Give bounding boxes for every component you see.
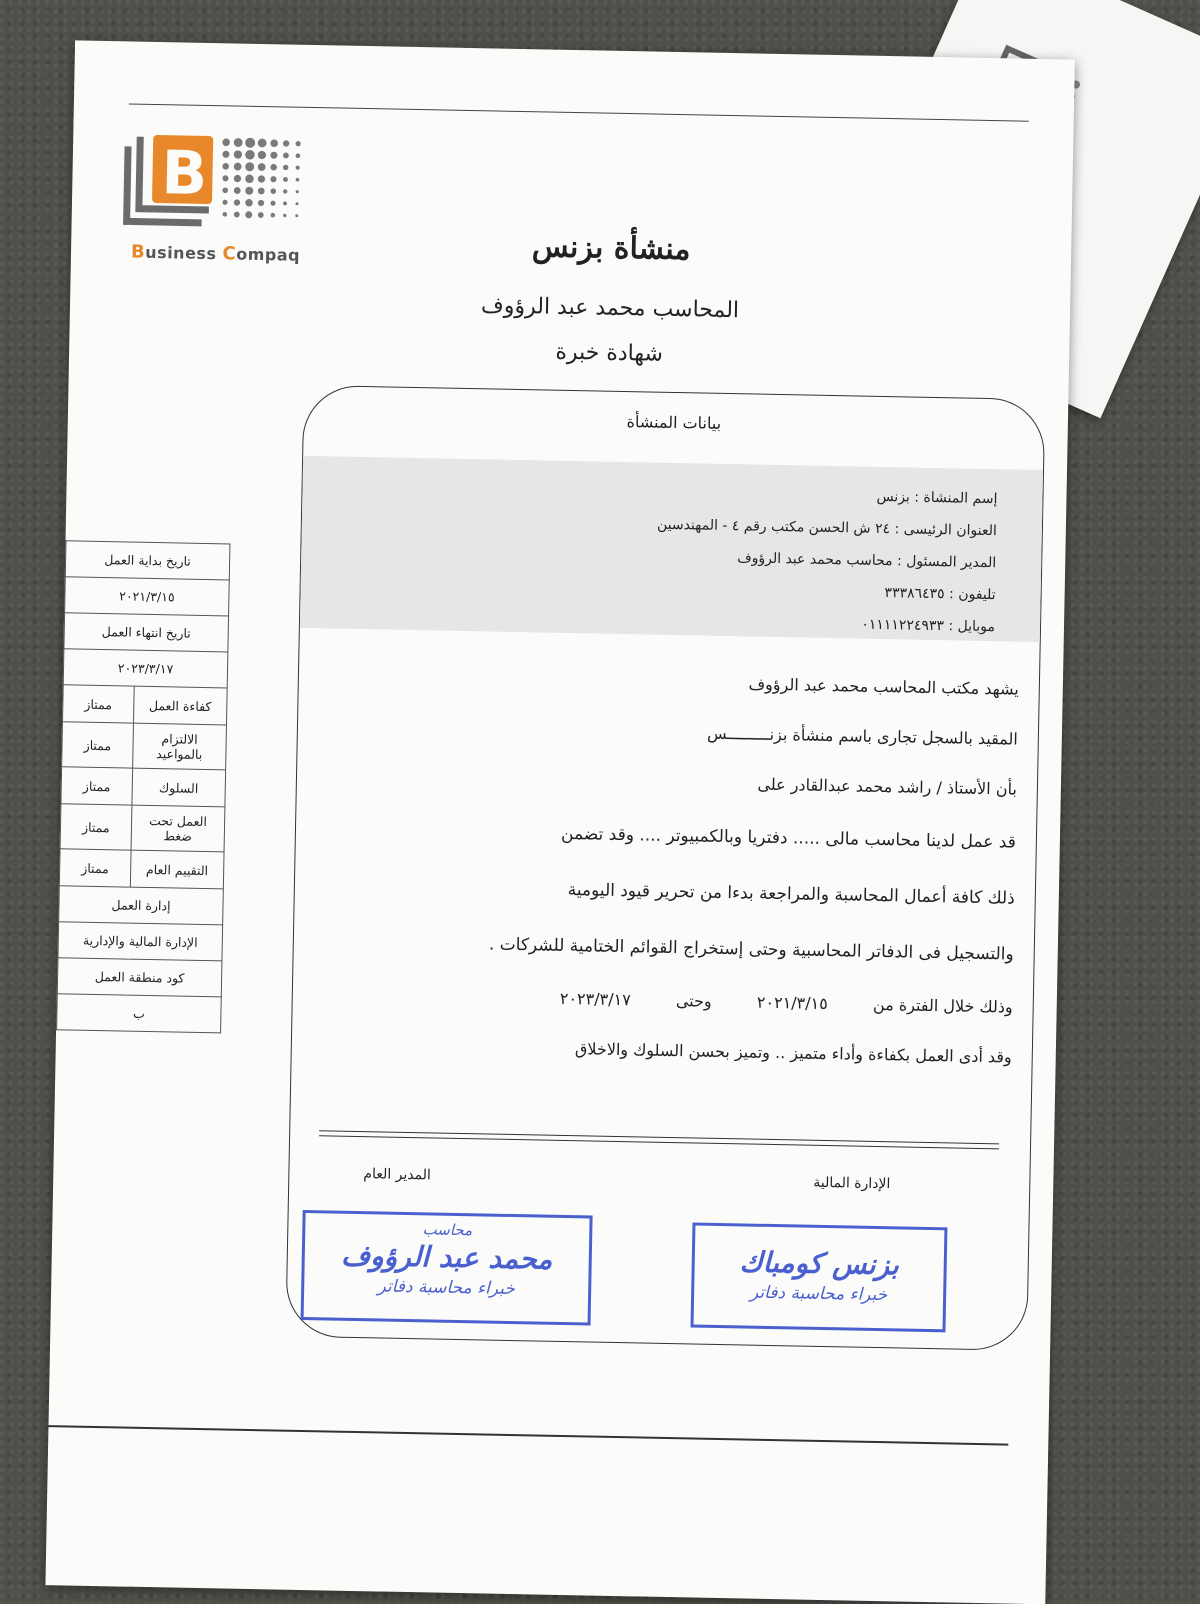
bottom-divider [48, 1425, 1008, 1445]
rating-value: ممتاز [63, 685, 134, 723]
accountant-name: المحاسب محمد عبد الرؤوف [480, 293, 740, 324]
entity-phone-row: تليفون : ٣٣٣٨٦٤٣٥ [884, 585, 996, 604]
body-line: المقيد بالسجل تجارى باسم منشأة بزنـــــــــس [706, 723, 1019, 749]
entity-name-row: إسم المنشاة : بزنس [876, 488, 998, 508]
certificate-body [311, 651, 1019, 1082]
end-date-label: تاريخ انتهاء العمل [64, 613, 229, 652]
company-logo-icon [116, 126, 318, 240]
body-line: قد عمل لدينا محاسب مالى ..... دفتريا وبالكمبيوتر .... وقد تضمن [560, 823, 1017, 853]
entity-mobile-row: موبايل : ٠١١١١٢٢٤٩٣٣ [861, 616, 996, 636]
entity-data-title: بيانات المنشأة [626, 412, 722, 433]
entity-address-row: العنوان الرئيسى : ٢٤ ش الحسن مكتب رقم ٤ - المهندسين [656, 516, 997, 540]
rating-value: ممتاز [61, 767, 132, 805]
company-stamp: بزنس كومباك خبراء محاسبة دفاتر [690, 1222, 947, 1332]
brand-word-2: Compaq [222, 243, 301, 265]
area-code-value: ب [57, 994, 222, 1033]
start-date-value: ٢٠٢١/٣/١٥ [65, 577, 230, 616]
accountant-stamp: محاسب محمد عبد الرؤوف خبراء محاسبة دفاتر [301, 1210, 593, 1326]
work-dept-label: إدارة العمل [59, 886, 224, 925]
rating-label: الالتزام بالمواعيد [132, 723, 226, 770]
employment-summary-table [56, 540, 230, 1033]
top-divider [129, 103, 1029, 121]
rating-label: العمل تحت ضغط [131, 805, 225, 852]
certificate-box [285, 385, 1045, 1351]
start-date-label: تاريخ بداية العمل [65, 541, 230, 580]
period-until-word: وحتى [675, 991, 712, 1011]
finance-dept-label: الإدارة المالية [813, 1174, 891, 1193]
body-line: وقد أدى العمل بكفاءة وأداء متميز .. وتميز بحسن السلوك والاخلاق [574, 1039, 1012, 1067]
body-line: والتسجيل فى الدفاتر المحاسبية وحتى إستخراج القوائم الختامية للشركات . [488, 934, 1014, 965]
brand-word-1: Business [130, 241, 223, 264]
svg-text:B: B [160, 138, 208, 209]
rating-label: التقييم العام [130, 850, 224, 889]
entity-info-panel [300, 456, 1043, 642]
body-line: بأن الأستاذ / راشد محمد عبدالقادر على [757, 774, 1018, 799]
rating-label: كفاءة العمل [133, 686, 227, 725]
body-line: ذلك كافة أعمال المحاسبة والمراجعة بدءا من تحرير قيود اليومية [567, 880, 1015, 909]
end-date-value: ٢٠٢٣/٣/١٧ [63, 649, 228, 688]
document-title: شهادة خبرة [555, 339, 664, 367]
rating-label: السلوك [132, 768, 226, 807]
rating-value: ممتاز [60, 804, 132, 850]
period-from-date: ٢٠٢١/٣/١٥ [756, 992, 829, 1014]
brand-name [131, 242, 300, 266]
general-manager-label: المدير العام [363, 1166, 432, 1184]
rating-value: ممتاز [59, 849, 130, 887]
company-name: منشأة بزنس [531, 229, 691, 268]
entity-manager-row: المدير المسئول : محاسب محمد عبد الرؤوف [737, 550, 997, 572]
period-to-date: ٢٠٢٣/٣/١٧ [559, 988, 631, 1010]
area-code-label: كود منطقة العمل [57, 958, 222, 997]
rating-value: ممتاز [62, 722, 134, 768]
work-dept-value: الإدارة المالية والإدارية [58, 922, 223, 961]
certificate-paper [45, 40, 1074, 1604]
body-line: يشهد مكتب المحاسب محمد عبد الرؤوف [748, 674, 1019, 699]
period-prefix: وذلك خلال الفترة من [872, 994, 1013, 1017]
